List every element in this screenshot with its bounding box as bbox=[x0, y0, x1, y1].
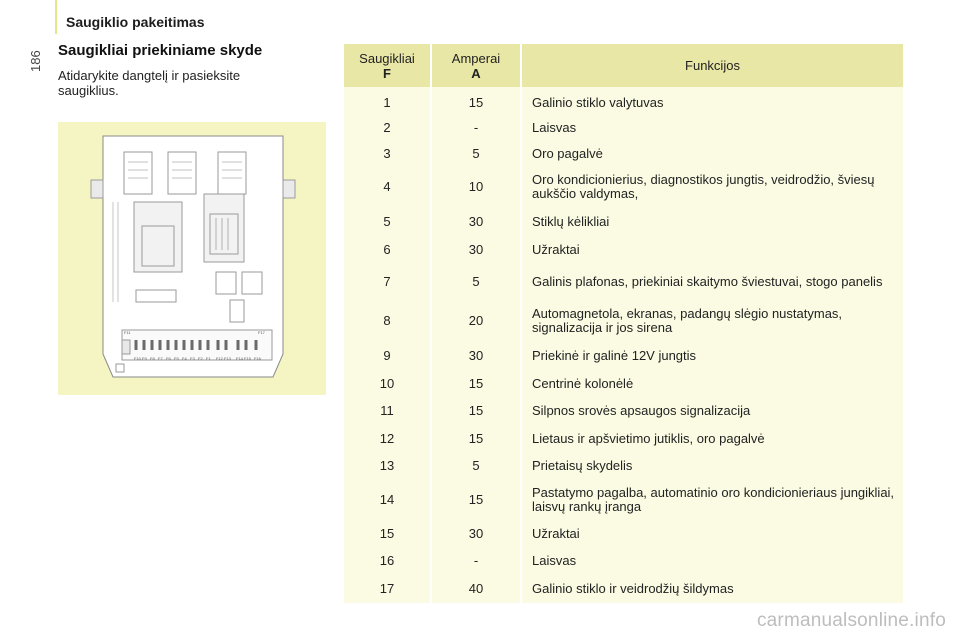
fuse-function: Laisvas bbox=[522, 547, 903, 575]
table-row bbox=[344, 479, 903, 520]
fuse-number: 4 bbox=[344, 167, 432, 207]
fuse-amperage: 5 bbox=[432, 452, 522, 479]
table-row bbox=[344, 520, 903, 547]
fuse-amperage: 15 bbox=[432, 370, 522, 397]
table-row bbox=[344, 115, 903, 141]
fuse-number: 11 bbox=[344, 397, 432, 425]
fuse-function: Užraktai bbox=[522, 520, 903, 547]
table-row bbox=[344, 236, 903, 263]
fuse-amperage: 15 bbox=[432, 479, 522, 520]
table-row bbox=[344, 547, 903, 575]
fuse-amperage: - bbox=[432, 547, 522, 575]
fuse-table bbox=[344, 44, 903, 603]
fuse-amperage: 5 bbox=[432, 263, 522, 301]
table-row bbox=[344, 370, 903, 397]
amps-header-unit: A bbox=[471, 65, 481, 81]
fuse-header-label: Saugikliai bbox=[359, 50, 415, 66]
fuse-number: 7 bbox=[344, 263, 432, 301]
column-header-amps bbox=[432, 44, 522, 87]
fuse-number: 5 bbox=[344, 207, 432, 236]
fuse-function: Galinio stiklo valytuvas bbox=[522, 91, 903, 115]
fuse-label: F3 bbox=[190, 356, 195, 361]
watermark: carmanualsonline.info bbox=[756, 610, 946, 631]
fuse-function: Pastatymo pagalba, automatinio oro kondicionieriaus jungikliai, laisvų rankų įranga bbox=[522, 479, 903, 520]
fuse-label: F2 bbox=[198, 356, 203, 361]
fuse-amperage: 30 bbox=[432, 341, 522, 370]
page-header-title: Saugiklio pakeitimas bbox=[66, 14, 205, 30]
fuse-amperage: 30 bbox=[432, 236, 522, 263]
fuse-label: F8 bbox=[150, 356, 155, 361]
fuse-number: 10 bbox=[344, 370, 432, 397]
fuse-amperage: 5 bbox=[432, 141, 522, 167]
fuse-label: F15 bbox=[244, 356, 251, 361]
fuse-number: 9 bbox=[344, 341, 432, 370]
header-accent-bar bbox=[55, 0, 57, 34]
fuse-function: Laisvas bbox=[522, 115, 903, 141]
fuse-number: 1 bbox=[344, 91, 432, 115]
fuse-function: Automagnetola, ekranas, padangų slėgio nustatymas, signalizacija ir jos sirena bbox=[522, 301, 903, 341]
fuse-amperage: 15 bbox=[432, 397, 522, 425]
fuse-function: Galinis plafonas, priekiniai skaitymo šviestuvai, stogo panelis bbox=[522, 263, 903, 301]
fuse-box-figure bbox=[58, 122, 326, 395]
fuse-function: Priekinė ir galinė 12V jungtis bbox=[522, 341, 903, 370]
fuse-number: 17 bbox=[344, 575, 432, 603]
fuse-label: F17 bbox=[258, 330, 265, 335]
amps-header-label: Amperai bbox=[451, 50, 501, 66]
fuse-label: F12 bbox=[216, 356, 223, 361]
page-number: 186 bbox=[28, 50, 43, 72]
table-row bbox=[344, 301, 903, 341]
fuse-label: F13 bbox=[224, 356, 231, 361]
fuse-amperage: 40 bbox=[432, 575, 522, 603]
fuse-amperage: 30 bbox=[432, 207, 522, 236]
fuse-amperage: 30 bbox=[432, 520, 522, 547]
fuse-function: Centrinė kolonėlė bbox=[522, 370, 903, 397]
fuse-label: F10 bbox=[134, 356, 141, 361]
section-title: Saugikliai priekiniame skyde bbox=[58, 42, 263, 59]
fuse-table-body bbox=[344, 91, 903, 603]
fuse-amperage: 10 bbox=[432, 167, 522, 207]
fuse-label: F6 bbox=[166, 356, 171, 361]
fuse-number: 16 bbox=[344, 547, 432, 575]
fuse-label: F5 bbox=[174, 356, 179, 361]
section-intro: Atidarykite dangtelį ir pasieksite saugiklius. bbox=[58, 68, 241, 98]
column-header-fuse bbox=[344, 44, 432, 87]
fuse-label: F7 bbox=[158, 356, 163, 361]
fuse-label: F9 bbox=[142, 356, 147, 361]
fuse-amperage: 15 bbox=[432, 91, 522, 115]
table-row bbox=[344, 141, 903, 167]
fuse-number: 3 bbox=[344, 141, 432, 167]
fuse-number: 8 bbox=[344, 301, 432, 341]
table-row bbox=[344, 341, 903, 370]
fuse-amperage: - bbox=[432, 115, 522, 141]
fuse-number: 6 bbox=[344, 236, 432, 263]
fuse-label: F14 bbox=[236, 356, 243, 361]
table-row bbox=[344, 167, 903, 207]
fuse-table-header bbox=[344, 44, 903, 87]
fuse-amperage: 20 bbox=[432, 301, 522, 341]
table-row bbox=[344, 263, 903, 301]
fuse-header-unit: F bbox=[383, 65, 391, 81]
table-row bbox=[344, 207, 903, 236]
fuse-label: F16 bbox=[254, 356, 261, 361]
fuse-amperage: 15 bbox=[432, 425, 522, 452]
fuse-function: Oro kondicionierius, diagnostikos jungtis, veidrodžio, šviesų aukščio valdymas, bbox=[522, 167, 903, 207]
fuse-number: 14 bbox=[344, 479, 432, 520]
fuse-label: F4 bbox=[182, 356, 187, 361]
fuse-number: 15 bbox=[344, 520, 432, 547]
table-row bbox=[344, 425, 903, 452]
table-row bbox=[344, 452, 903, 479]
fuse-number: 13 bbox=[344, 452, 432, 479]
fuse-function: Galinio stiklo ir veidrodžių šildymas bbox=[522, 575, 903, 603]
fuse-function: Silpnos srovės apsaugos signalizacija bbox=[522, 397, 903, 425]
fuse-function: Lietaus ir apšvietimo jutiklis, oro pagalvė bbox=[522, 425, 903, 452]
fuse-function: Prietaisų skydelis bbox=[522, 452, 903, 479]
fuse-number: 12 bbox=[344, 425, 432, 452]
fuse-label: F1 bbox=[206, 356, 211, 361]
table-row bbox=[344, 575, 903, 603]
table-row bbox=[344, 397, 903, 425]
fuse-number: 2 bbox=[344, 115, 432, 141]
fuse-function: Užraktai bbox=[522, 236, 903, 263]
column-header-function: Funkcijos bbox=[522, 44, 903, 87]
fuse-function: Stiklų kėlikliai bbox=[522, 207, 903, 236]
fuse-box-diagram bbox=[58, 122, 326, 395]
fuse-label: F11 bbox=[124, 330, 131, 335]
fuse-function: Oro pagalvė bbox=[522, 141, 903, 167]
table-row bbox=[344, 91, 903, 115]
